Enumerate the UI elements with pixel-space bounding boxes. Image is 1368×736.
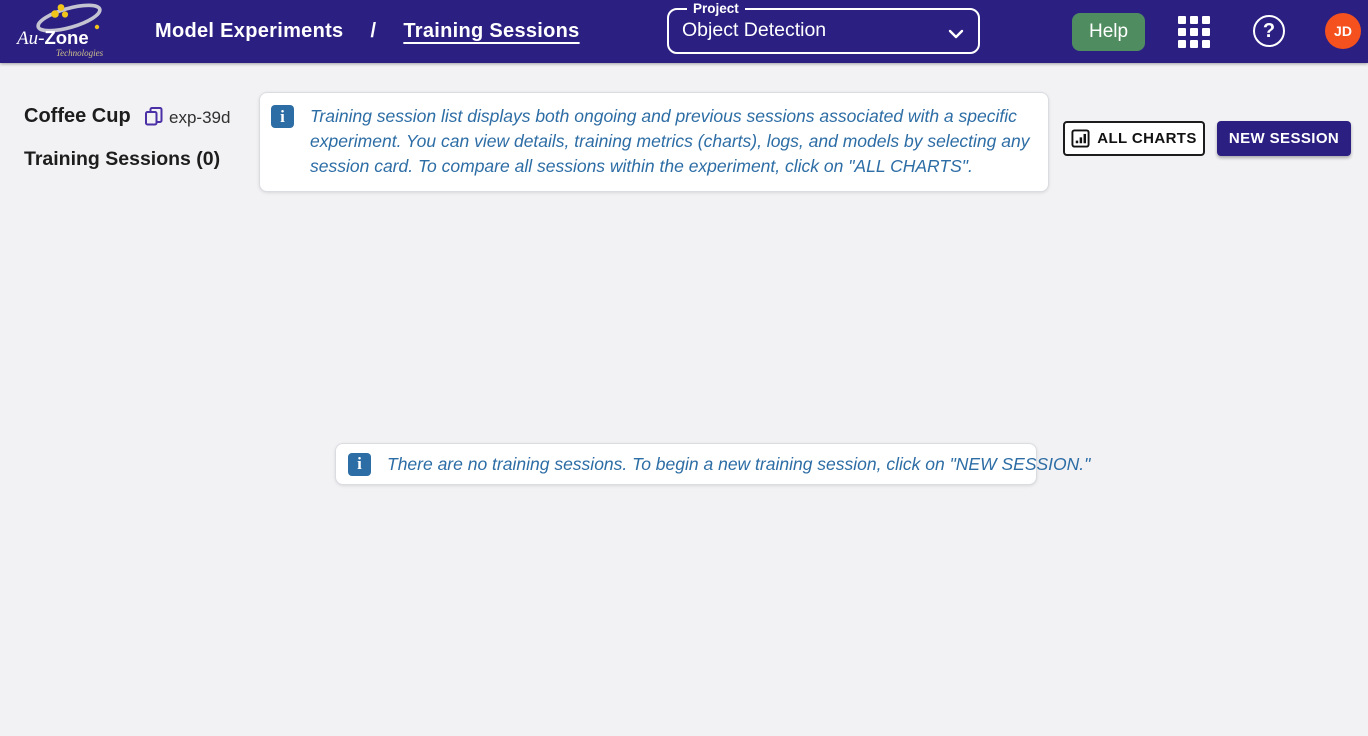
experiment-id: exp-39d [169, 108, 231, 127]
all-charts-button[interactable] [1063, 121, 1205, 156]
empty-state-text: There are no training sessions. To begin a new training session, click on "NEW SESSION." [387, 453, 1091, 474]
new-session-button[interactable] [1217, 121, 1351, 156]
project-select[interactable] [667, 1, 980, 54]
top-navbar [0, 0, 1368, 63]
user-avatar[interactable] [1325, 13, 1361, 49]
au-zone-logo-graphic [14, 2, 114, 60]
logo-brand-secondary: Zone [44, 27, 89, 48]
apps-grid-icon[interactable] [1176, 14, 1212, 50]
logo-tagline: Technologies [56, 48, 104, 58]
svg-text:Au-Zone [15, 27, 89, 49]
au-zone-logo[interactable] [14, 2, 114, 60]
info-banner [259, 92, 1049, 192]
chevron-down-icon [948, 26, 964, 44]
experiment-name: Coffee Cup [24, 105, 131, 127]
all-charts-label: ALL CHARTS [1097, 130, 1197, 147]
help-button[interactable]: Help [1072, 13, 1145, 51]
avatar-initials: JD [1334, 23, 1352, 39]
new-session-label: NEW SESSION [1228, 130, 1340, 147]
copy-icon[interactable] [143, 106, 165, 128]
breadcrumb [155, 0, 580, 63]
info-banner-text: Training session list displays both ongoing and previous sessions associated with a specific experiment. You can view details, training metrics (charts), logs, and models by selecting any session card. To compare all sessions within the experiment, click on "ALL CHARTS". [310, 106, 1030, 176]
info-icon: i [271, 105, 294, 128]
breadcrumb-separator: / [370, 20, 377, 42]
breadcrumb-model-experiments[interactable]: Model Experiments [155, 20, 344, 42]
project-select-value: Object Detection [682, 19, 827, 41]
project-select-label: Project [687, 1, 745, 17]
info-icon: i [348, 453, 371, 476]
bar-chart-icon [1071, 129, 1090, 148]
logo-brand-primary: Au- [17, 28, 45, 49]
empty-state-banner [335, 443, 1091, 485]
section-title: Training Sessions (0) [24, 148, 221, 170]
help-circle-glyph: ? [1262, 19, 1276, 42]
breadcrumb-training-sessions[interactable]: Training Sessions [403, 20, 580, 42]
help-circle-icon[interactable] [1253, 15, 1285, 47]
